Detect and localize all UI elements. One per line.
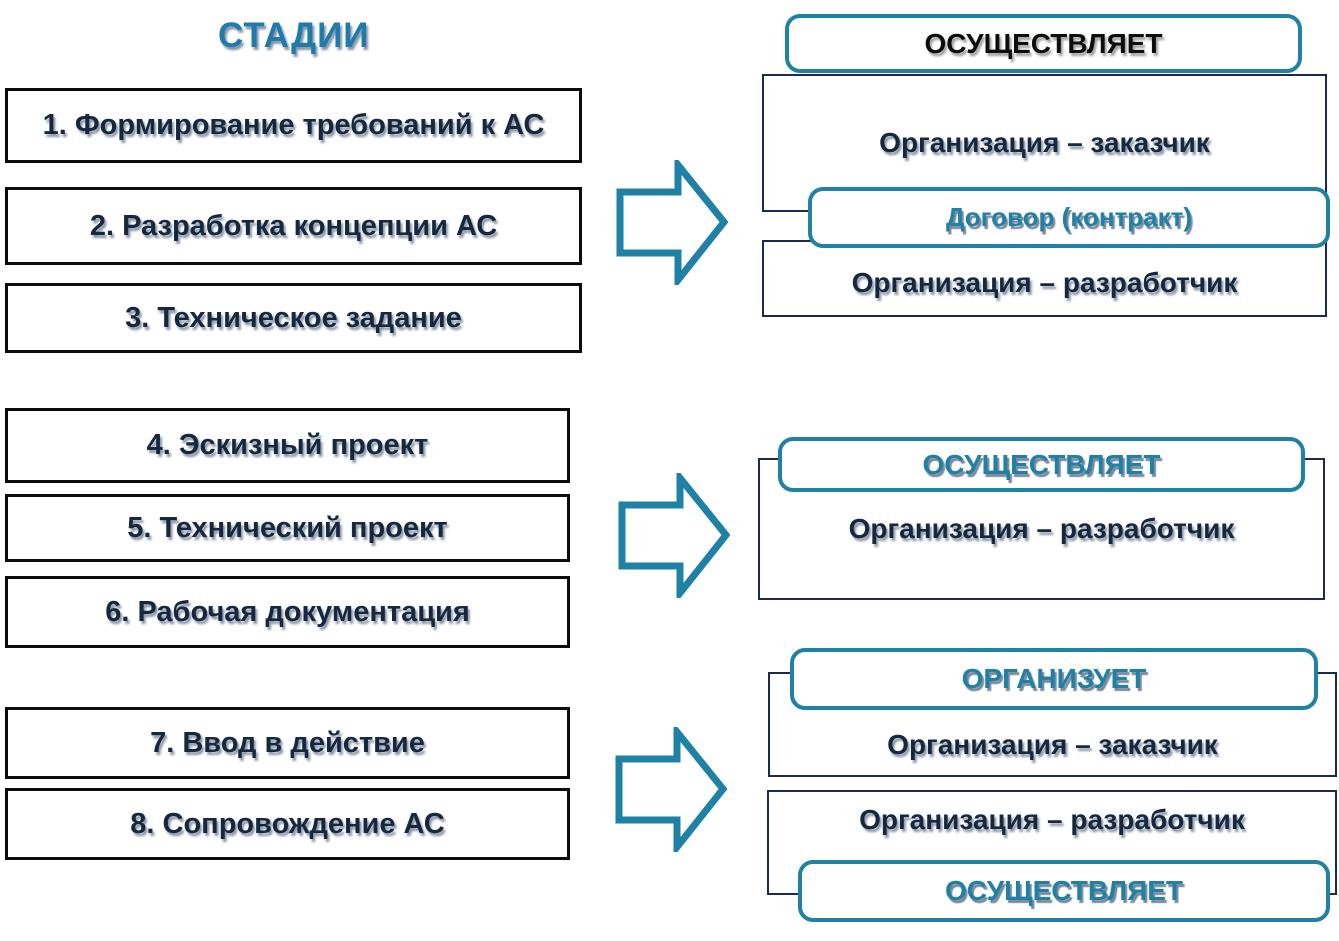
org-customer-box-1: Организация – заказчик — [762, 74, 1327, 212]
stage-box-7: 7. Ввод в действие — [5, 707, 570, 779]
arrow-right-icon — [618, 473, 730, 598]
stage-box-3: 3. Техническое задание — [5, 283, 582, 353]
org-customer-box-3: Организация – заказчик — [768, 672, 1337, 777]
performs-badge-1: ОСУЩЕСТВЛЯЕТ — [785, 14, 1302, 73]
stage-box-1: 1. Формирование требований к АС — [5, 88, 582, 163]
org-developer-box-1: Организация – разработчик — [762, 240, 1327, 317]
org-developer-box-3: Организация – разработчик — [767, 790, 1337, 895]
org-developer-box-2: Организация – разработчик — [758, 458, 1325, 600]
arrow-right-icon — [616, 160, 728, 285]
stage-box-6: 6. Рабочая документация — [5, 576, 570, 648]
performs-badge-2: ОСУЩЕСТВЛЯЕТ — [778, 437, 1305, 492]
stage-box-8: 8. Сопровождение АС — [5, 788, 570, 860]
arrow-right-icon — [615, 727, 727, 852]
performs-badge-3: ОСУЩЕСТВЛЯЕТ — [798, 860, 1330, 922]
stage-box-5: 5. Технический проект — [5, 494, 570, 562]
page-title: СТАДИИ — [218, 16, 370, 55]
stage-box-4: 4. Эскизный проект — [5, 408, 570, 483]
stage-box-2: 2. Разработка концепции АС — [5, 187, 582, 265]
organizes-badge: ОРГАНИЗУЕТ — [790, 648, 1318, 710]
contract-badge: Договор (контракт) — [808, 187, 1330, 248]
